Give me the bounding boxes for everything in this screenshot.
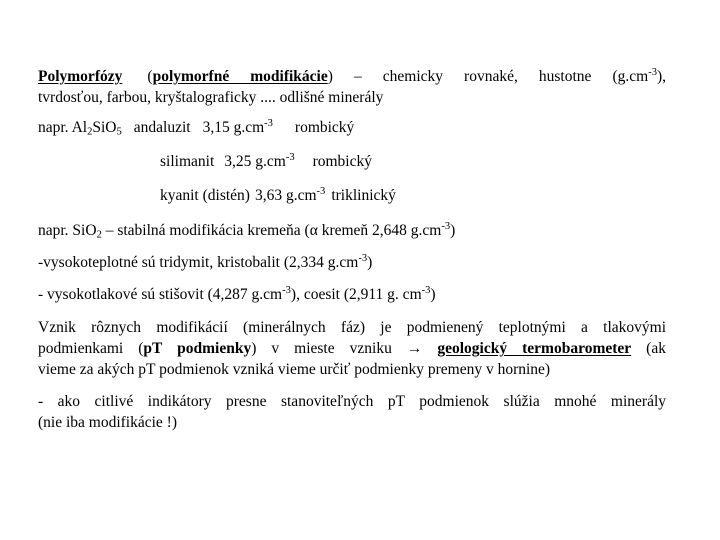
origin-line-1: Vznik rôznych modifikácií (minerálnych fáz) je podmienený teplotnými a tlakovými	[38, 319, 666, 336]
press-text-2: ), coesit (2,911 g. cm	[290, 286, 422, 303]
definition-text-a: – chemicky rovnaké, hustotne (g.cm	[332, 68, 649, 85]
term-geologicky-termobarometer: geologický termobarometer	[437, 340, 632, 357]
mineral-density-exp: -3	[285, 152, 295, 164]
term-polymorfozy: Polymorfózy	[38, 68, 123, 85]
high-pressure-line	[38, 284, 666, 305]
formula-prefix: napr. Al	[38, 119, 88, 136]
press-exp-2: -3	[421, 285, 431, 297]
origin-line-2	[38, 338, 666, 359]
mineral-system: rombický	[294, 119, 355, 136]
press-close: )	[430, 286, 436, 303]
origin-text-a: podmienkami (	[38, 340, 144, 357]
high-pressure-text	[38, 284, 666, 305]
example-sio2-line	[38, 220, 666, 241]
term-pt-podmienky: pT podmienky	[143, 340, 252, 357]
example-al2sio5-row-1	[38, 117, 666, 138]
formula-sub-5: 5	[116, 126, 122, 138]
example-al2sio5	[38, 117, 666, 206]
mineral-name: silimanit	[160, 153, 215, 170]
formula-sub-2: 2	[87, 126, 93, 138]
mineral-density-exp: -3	[264, 118, 273, 130]
formula-mid: SiO	[92, 119, 117, 136]
term-polymorfne-modifikacie: polymorfné modifikácie	[152, 68, 328, 85]
hot-text: -vysokoteplotné sú tridymit, kristobalit (2,334 g.cm	[38, 254, 359, 271]
mineral-density: 3,15 g.cm	[202, 119, 265, 136]
example-al2sio5-row-3	[38, 185, 666, 206]
hot-exp: -3	[358, 253, 368, 265]
hot-close: )	[367, 254, 373, 271]
mineral-density-exp: -3	[316, 186, 326, 198]
example-sio2	[38, 220, 666, 241]
paren-close: )	[327, 68, 333, 85]
document-body	[38, 66, 666, 433]
definition-exponent: -3	[648, 67, 657, 79]
origin-text-b: ) v mieste vzniku →	[251, 340, 438, 357]
press-exp-1: -3	[282, 285, 291, 297]
indicators-line-1: - ako citlivé indikátory presne stanoviteľných pT podmienok slúžia mnohé minerály	[38, 393, 666, 410]
sio2-exp: -3	[441, 221, 451, 233]
sio2-sub: 2	[96, 229, 102, 241]
definition-line-1	[38, 66, 666, 87]
sio2-close: )	[450, 222, 456, 239]
sio2-prefix: napr. SiO	[38, 222, 97, 239]
indicators-paragraph	[38, 391, 666, 433]
high-temperature-line	[38, 252, 666, 273]
definition-paragraph	[38, 66, 666, 108]
mineral-name: kyanit (distén)	[160, 187, 250, 204]
high-temperature-text	[38, 252, 666, 273]
origin-paragraph	[38, 317, 666, 380]
sio2-text: – stabilná modifikácia kremeňa (α kremeň 2,648 g.cm	[101, 222, 442, 239]
press-text-1: - vysokotlakové sú stišovit (4,287 g.cm	[38, 286, 283, 303]
paren-open: (	[147, 68, 153, 85]
definition-text-b: ),	[656, 68, 667, 85]
mineral-density: 3,25 g.cm	[224, 153, 286, 170]
origin-line-3: vieme za akých pT podmienok vzniká vieme určiť podmienky premeny v hornine)	[38, 361, 551, 378]
indicators-line-2: (nie iba modifikácie !)	[38, 414, 178, 431]
example-al2sio5-row-2	[38, 151, 666, 172]
mineral-density: 3,63 g.cm	[254, 187, 317, 204]
definition-line-2: tvrdosťou, farbou, kryštalograficky .... odlišné minerály	[38, 89, 384, 106]
origin-text-c: (ak	[631, 340, 666, 357]
mineral-system: triklinický	[331, 187, 396, 204]
mineral-system: rombický	[312, 153, 372, 170]
mineral-name: andaluzit	[133, 119, 191, 136]
